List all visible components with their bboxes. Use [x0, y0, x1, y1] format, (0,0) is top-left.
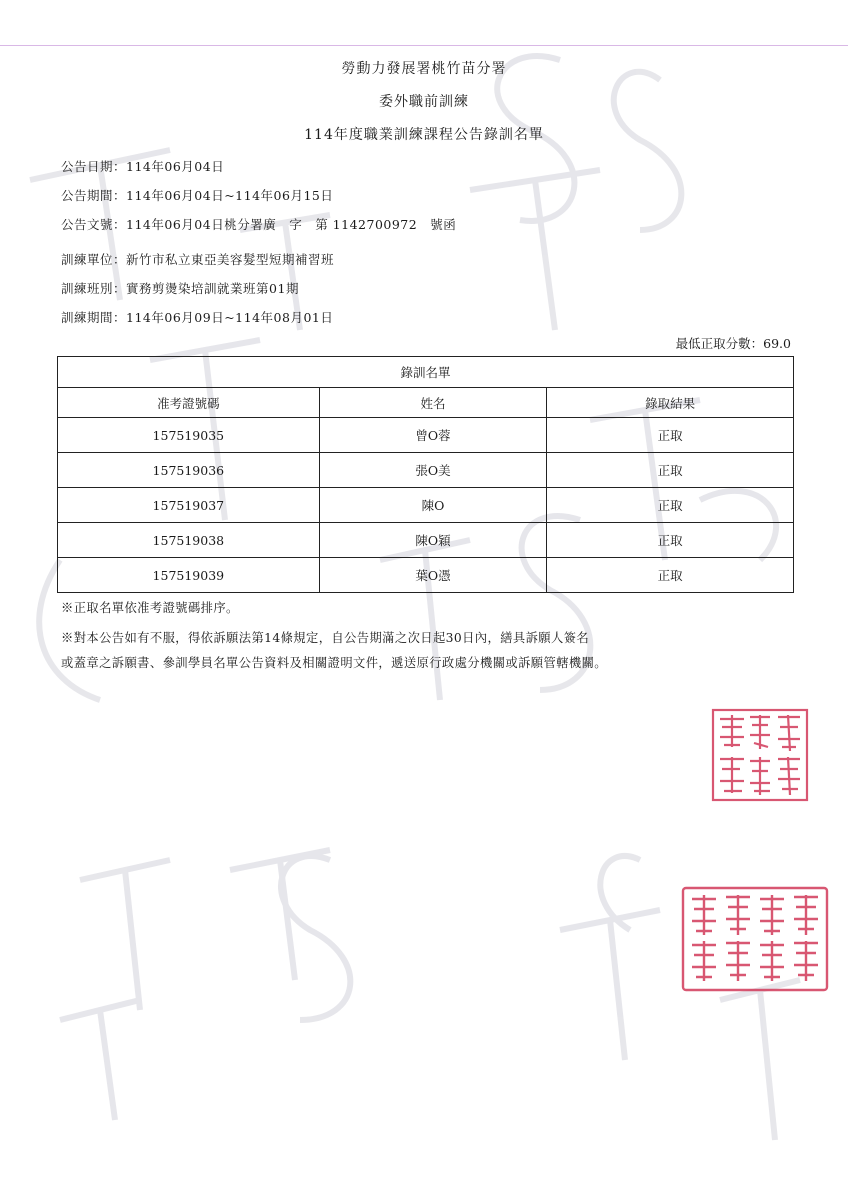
info-value: 114年06月09日~114年08月01日 [126, 310, 334, 325]
min-score [676, 334, 791, 352]
min-score-value: 69.0 [763, 336, 791, 351]
training-period [61, 308, 333, 326]
announcement-date [61, 157, 224, 175]
info-label: 訓練班別 ： [61, 281, 126, 296]
exam-number-cell: 157519038 [58, 523, 320, 558]
info-value: 114年06月04日~114年06月15日 [126, 188, 334, 203]
appeal-note-line-2: 或蓋章之訴願書、參訓學員名單公告資料及相關證明文件，遞送原行政處分機關或訴願管轄機關。 [61, 656, 607, 670]
column-header-name: 姓名 [319, 388, 547, 418]
info-value: 114年06月04日桃分署廣 字 第 1142700972 號函 [126, 217, 457, 232]
table-row [58, 453, 794, 488]
info-label: 公告期間 ： [61, 188, 126, 203]
official-seal-small [710, 707, 810, 803]
name-cell: 陳O穎 [319, 523, 547, 558]
name-cell: 張O美 [319, 453, 547, 488]
announcement-period [61, 186, 333, 204]
announcement-reference [61, 215, 456, 233]
table-row [58, 558, 794, 593]
info-value: 實務剪燙染培訓就業班第01期 [126, 281, 299, 296]
training-unit [61, 250, 334, 268]
result-cell: 正取 [547, 418, 794, 453]
admission-table [57, 356, 794, 593]
name-cell: 葉O憑 [319, 558, 547, 593]
appeal-note-line-1: ※對本公告如有不服，得依訴願法第14條規定，自公告期滿之次日起30日內，繕具訴願人簽名 [61, 631, 590, 645]
official-seal-large [680, 885, 830, 993]
exam-number-cell: 157519037 [58, 488, 320, 523]
info-label: 訓練期間 ： [61, 310, 126, 325]
result-cell: 正取 [547, 523, 794, 558]
training-class [61, 279, 299, 297]
agency-title: 勞動力發展署桃竹苗分署 [341, 61, 507, 77]
table-row [58, 488, 794, 523]
exam-number-cell: 157519036 [58, 453, 320, 488]
result-cell: 正取 [547, 558, 794, 593]
info-label: 公告日期 ： [61, 159, 126, 174]
exam-number-cell: 157519035 [58, 418, 320, 453]
ordering-note: ※正取名單依准考證號碼排序。 [61, 601, 239, 615]
table-row [58, 523, 794, 558]
info-value: 114年06月04日 [126, 159, 225, 174]
document-title: 114年度職業訓練課程公告錄訓名單 [304, 127, 544, 143]
info-label: 公告文號 ： [61, 217, 126, 232]
program-type-title: 委外職前訓練 [379, 94, 469, 110]
name-cell: 曾O蓉 [319, 418, 547, 453]
result-cell: 正取 [547, 453, 794, 488]
result-cell: 正取 [547, 488, 794, 523]
min-score-label: 最低正取分數 ： [676, 336, 764, 351]
info-label: 訓練單位 ： [61, 252, 126, 267]
table-row [58, 418, 794, 453]
name-cell: 陳O [319, 488, 547, 523]
column-header-exam-number: 准考證號碼 [58, 388, 320, 418]
table-caption: 錄訓名單 [58, 357, 794, 388]
info-value: 新竹市私立東亞美容髮型短期補習班 [126, 252, 335, 267]
column-header-result: 錄取結果 [547, 388, 794, 418]
exam-number-cell: 157519039 [58, 558, 320, 593]
